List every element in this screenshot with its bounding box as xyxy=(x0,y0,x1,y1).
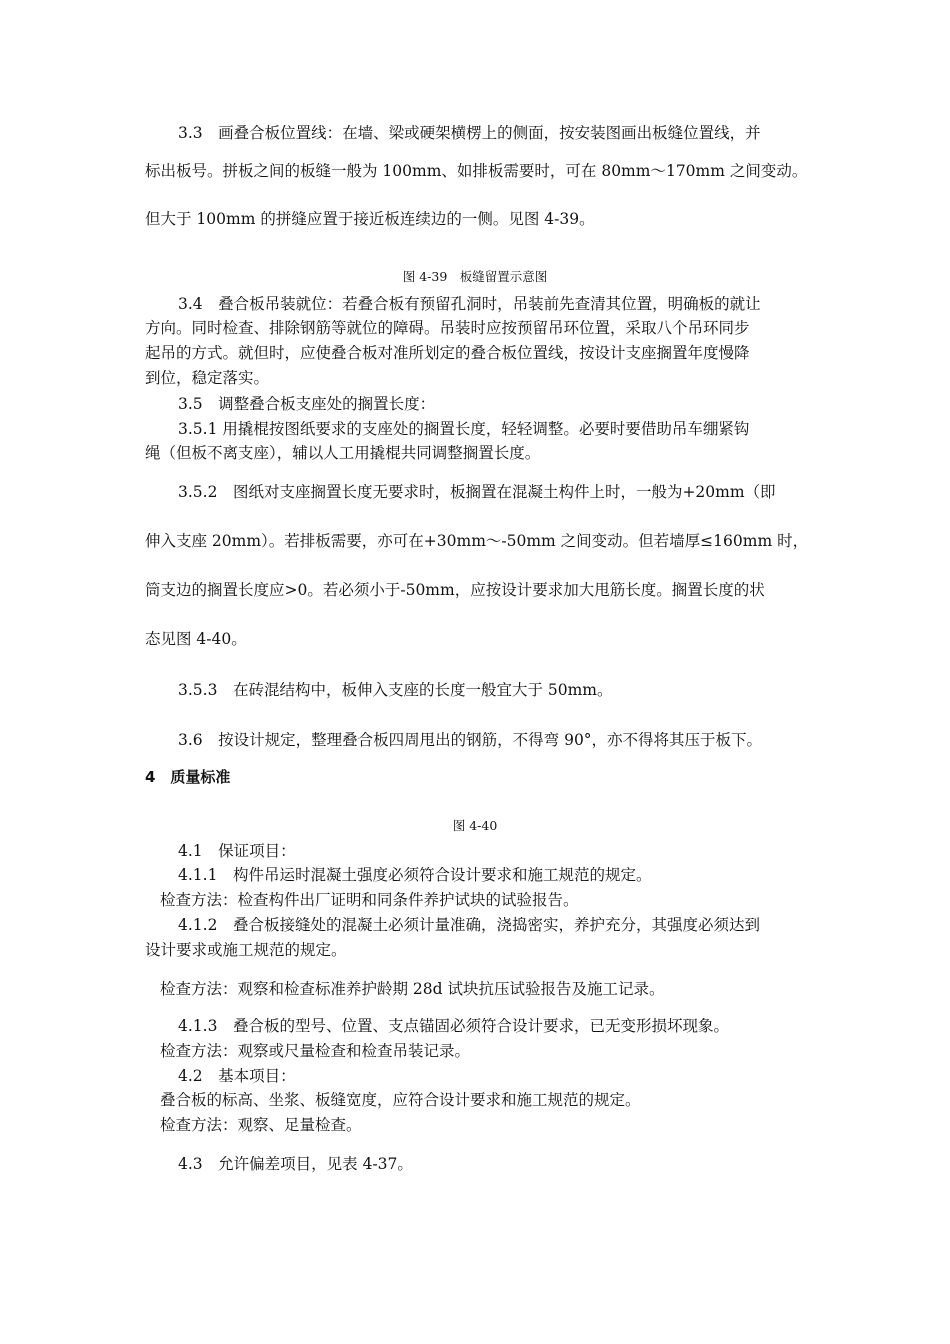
para-3-5-2-line-4: 态见图 4-40。 xyxy=(145,630,247,648)
para-3-3-line-3: 但大于 100mm 的拼缝应置于接近板连续边的一侧。见图 4-39。 xyxy=(145,210,595,228)
para-4-1-1: 4.1.1 构件吊运时混凝土强度必须符合设计要求和施工规范的规定。 xyxy=(178,866,652,884)
para-3-5-1-line-2: 绳（但板不离支座），辅以人工用撬棍共同调整搁置长度。 xyxy=(145,444,541,462)
para-4-1-1-check: 检查方法：检查构件出厂证明和同条件养护试块的试验报告。 xyxy=(160,891,579,909)
para-3-5-2-line-2: 伸入支座 20mm）。若排板需要，亦可在+30mm～-50mm 之间变动。但若墙厚≤160mm 时， xyxy=(145,532,809,550)
para-4-1: 4.1 保证项目： xyxy=(178,842,296,860)
para-4-1-2-line-2: 设计要求或施工规范的规定。 xyxy=(145,941,347,959)
para-3-6: 3.6 按设计规定，整理叠合板四周甩出的钢筋，不得弯 90°，亦不得将其压于板下。 xyxy=(178,731,763,749)
para-3-5-2-line-3: 筒支边的搁置长度应>0。若必须小于-50mm，应按设计要求加大甩筋长度。搁置长度的状 xyxy=(145,581,765,599)
para-3-4-line-1: 3.4 叠合板吊装就位：若叠合板有预留孔洞时，吊装前先查清其位置，明确板的就让 xyxy=(178,295,761,313)
para-4-2: 4.2 基本项目： xyxy=(178,1067,296,1085)
para-4-3: 4.3 允许偏差项目，见表 4-37。 xyxy=(178,1155,413,1173)
para-3-3-line-2: 标出板号。拼板之间的板缝一般为 100mm、如排板需要时，可在 80mm～170mm 之间变动。 xyxy=(145,162,808,180)
para-3-4-line-3: 起吊的方式。就但时，应使叠合板对准所划定的叠合板位置线，按设计支座搁置年度慢降 xyxy=(145,344,750,362)
figure-4-40-caption: 图 4-40 xyxy=(452,818,498,833)
para-3-4-line-4: 到位，稳定落实。 xyxy=(145,369,270,387)
para-3-4-line-2: 方向。同时检查、排除钢筋等就位的障碍。吊装时应按预留吊环位置，采取八个吊环同步 xyxy=(145,319,750,337)
para-4-1-3-check: 检查方法：观察或尺量检查和检查吊装记录。 xyxy=(160,1042,471,1060)
para-4-2-text: 叠合板的标高、坐浆、板缝宽度，应符合设计要求和施工规范的规定。 xyxy=(160,1091,641,1109)
figure-4-39-caption: 图 4-39 板缝留置示意图 xyxy=(402,269,548,284)
para-3-5: 3.5 调整叠合板支座处的搁置长度： xyxy=(178,395,436,413)
para-4-1-2-line-1: 4.1.2 叠合板接缝处的混凝土必须计量准确，浇捣密实，养护充分，其强度必须达到 xyxy=(178,916,760,934)
para-4-2-check: 检查方法：观察、足量检查。 xyxy=(160,1116,362,1134)
para-3-5-2-line-1: 3.5.2 图纸对支座搁置长度无要求时，板搁置在混凝土构件上时，一般为+20mm（即 xyxy=(178,483,776,501)
para-3-5-1-line-1: 3.5.1 用撬棍按图纸要求的支座处的搁置长度，轻轻调整。必要时要借助吊车绷紧钩 xyxy=(178,420,750,438)
para-3-3-line-1: 3.3 画叠合板位置线：在墙、梁或硬架横楞上的侧面，按安装图画出板缝位置线，并 xyxy=(178,124,761,142)
para-4-1-2-check: 检查方法：观察和检查标准养护龄期 28d 试块抗压试验报告及施工记录。 xyxy=(160,980,665,998)
section-4-heading: 4 质量标准 xyxy=(145,768,231,786)
para-3-5-3: 3.5.3 在砖混结构中，板伸入支座的长度一般宜大于 50mm。 xyxy=(178,681,613,699)
para-4-1-3: 4.1.3 叠合板的型号、位置、支点锚固必须符合设计要求，已无变形损坏现象。 xyxy=(178,1017,729,1035)
